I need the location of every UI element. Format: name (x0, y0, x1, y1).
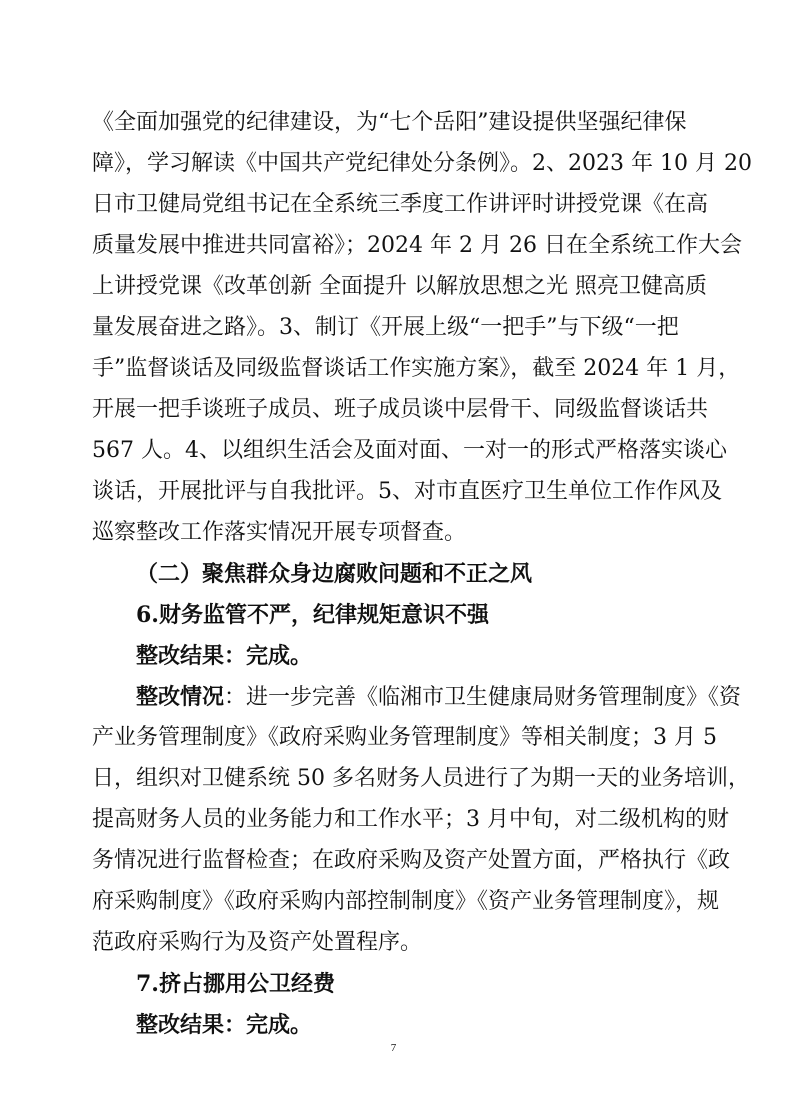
item-6-result: 整改结果：完成。 (136, 643, 313, 669)
paragraph-line: 障》，学习解读《中国共产党纪律处分条例》。2、2023 年 10 月 20 (92, 151, 752, 176)
paragraph-line: 范政府采购行为及资产处置程序。 (92, 930, 423, 955)
paragraph-line: 手”监督谈话及同级监督谈话工作实施方案》，截至 2024 年 1 月， (92, 356, 741, 381)
paragraph-line: 日，组织对卫健系统 50 多名财务人员进行了为期一天的业务培训， (92, 766, 750, 791)
page-number: 7 (390, 1042, 397, 1054)
paragraph-line: 567 人。4、以组织生活会及面对面、一对一的形式严格落实谈心 (92, 438, 727, 463)
paragraph-line: 提高财务人员的业务能力和工作水平；3 月中旬，对二级机构的财 (92, 807, 729, 832)
situation-text: ：进一步完善《临湘市卫生健康局财务管理制度》《资 (224, 685, 742, 710)
item-6-situation-line (136, 682, 741, 713)
section-heading: （二）聚焦群众身边腐败问题和不正之风 (136, 561, 533, 587)
paragraph-line: 日市卫健局党组书记在全系统三季度工作讲评时讲授党课《在高 (92, 192, 709, 217)
situation-label: 整改情况 (136, 684, 225, 710)
paragraph-line: 量发展奋进之路》。3、制订《开展上级“一把手”与下级“一把 (92, 315, 679, 340)
paragraph-line: 巡察整改工作落实情况开展专项督查。 (92, 520, 467, 545)
paragraph-line: 质量发展中推进共同富裕》；2024 年 2 月 26 日在全系统工作大会 (92, 233, 742, 258)
paragraph-line: 谈话，开展批评与自我批评。5、对市直医疗卫生单位工作作风及 (92, 479, 722, 504)
paragraph-line: 《全面加强党的纪律建设，为“七个岳阳”建设提供坚强纪律保 (92, 110, 687, 135)
item-7-result: 整改结果：完成。 (136, 1012, 313, 1038)
item-6-title: 6.财务监管不严，纪律规矩意识不强 (136, 602, 489, 628)
item-7-title: 7.挤占挪用公卫经费 (136, 971, 335, 997)
paragraph-line: 开展一把手谈班子成员、班子成员谈中层骨干、同级监督谈话共 (92, 397, 709, 422)
paragraph-line: 上讲授党课《改革创新 全面提升 以解放思想之光 照亮卫健高质 (92, 274, 707, 299)
paragraph-line: 府采购制度》《政府采购内部控制制度》《资产业务管理制度》，规 (92, 889, 720, 914)
paragraph-line: 务情况进行监督检查；在政府采购及资产处置方面，严格执行《政 (92, 848, 731, 873)
paragraph-line: 产业务管理制度》《政府采购业务管理制度》等相关制度；3 月 5 (92, 725, 717, 750)
